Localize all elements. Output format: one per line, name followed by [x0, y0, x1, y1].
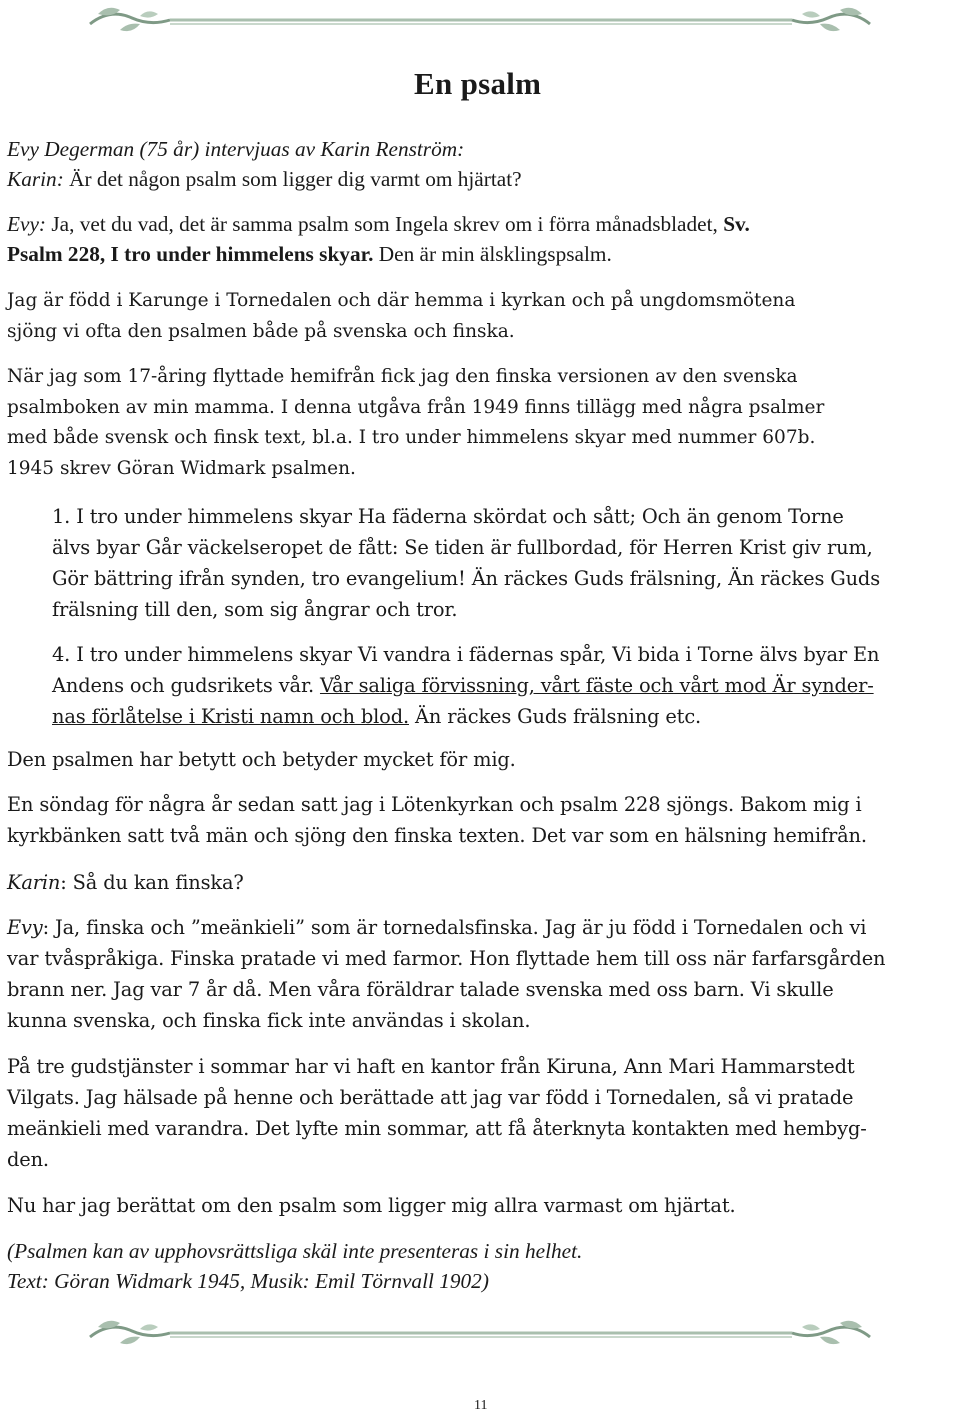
question-text: : Så du kan finska? — [60, 871, 244, 894]
verse-line: älvs byar Går väckelseropet de fått: Se tiden är fullbordad, för Herren Krist giv rum, — [52, 536, 873, 559]
page-number: 11 — [474, 1398, 488, 1413]
answer-text-2: Den är min älsklingspsalm. — [373, 242, 612, 266]
answer-line: kunna svenska, och finska fick inte användas i skolan. — [7, 1009, 531, 1032]
text-line: sjöng vi ofta den psalmen både på svenska och finska. — [7, 320, 515, 342]
karin-question — [7, 867, 959, 898]
paragraph-closing — [7, 1190, 959, 1221]
vine-ornament-bottom-icon — [80, 1315, 880, 1351]
speaker-evy: Evy — [7, 916, 43, 939]
text-line: 1945 skrev Göran Widmark psalmen. — [7, 457, 356, 479]
verse-1 — [52, 501, 960, 625]
answer-line: brann ner. Jag var 7 år då. Men våra föräldrar talade svenska med oss barn. Vi skulle — [7, 978, 834, 1001]
intro-question: Är det någon psalm som ligger dig varmt om hjärtat? — [63, 167, 522, 191]
interview-intro — [7, 134, 959, 194]
verse-line-plain: Andens och gudsrikets vår. — [52, 674, 320, 697]
text-line: psalmboken av min mamma. I denna utgåva från 1949 finns tillägg med några psalmer — [7, 396, 825, 418]
text-line: meänkieli med varandra. Det lyfte min sommar, att få återknyta kontakten med hembyg- — [7, 1117, 867, 1140]
verse-line: 1. I tro under himmelens skyar Ha fäderna skördat och sått; Och än genom Torne — [52, 505, 844, 528]
answer-bold-2: Psalm 228, I tro under himmelens skyar. — [7, 242, 374, 266]
answer-line: : Ja, finska och ”meänkieli” som är tornedalsfinska. Jag är ju född i Tornedalen och vi — [42, 916, 867, 939]
answer-line: var tvåspråkiga. Finska pratade vi med farmor. Hon flyttade hem till oss när farfarsgården — [7, 947, 886, 970]
note-line: Text: Göran Widmark 1945, Musik: Emil Törnvall 1902) — [7, 1269, 489, 1293]
text-line: den. — [7, 1148, 49, 1171]
text-line: Vilgats. Jag hälsade på henne och berättade att jag var född i Tornedalen, så vi pratade — [7, 1086, 854, 1109]
text-line: med både svensk och finsk text, bl.a. I tro under himmelens skyar med nummer 607b. — [7, 427, 816, 448]
verse-line: frälsning till den, som sig ångrar och tror. — [52, 598, 458, 621]
verse-line-plain: Än räckes Guds frälsning etc. — [408, 705, 702, 728]
paragraph-birthplace — [7, 286, 959, 347]
paragraph-cantor — [7, 1051, 959, 1175]
evy-second-answer — [7, 912, 959, 1036]
verse-line: 4. I tro under himmelens skyar Vi vandra i fädernas spår, Vi bida i Torne älvs byar En — [52, 643, 880, 666]
verse-line: Gör bättring ifrån synden, tro evangelium! Än räckes Guds frälsning, Än räckes Guds — [52, 567, 880, 590]
paragraph-meaning — [7, 744, 959, 775]
speaker-karin: Karin: — [7, 167, 64, 191]
paragraph-psalmbook — [7, 362, 959, 484]
text-line: När jag som 17-åring flyttade hemifrån fick jag den finska versionen av den svenska — [7, 366, 798, 387]
verse-line-underlined: nas förlåtelse i Kristi namn och blod. — [52, 705, 409, 728]
vine-ornament-top-icon — [80, 2, 880, 38]
verse-line-underlined: Vår saliga förvissning, vårt fäste och vårt mod Är synder- — [319, 674, 874, 697]
speaker-karin: Karin — [7, 871, 61, 894]
intro-line: Evy Degerman (75 år) intervjuas av Karin Renström: — [7, 137, 465, 161]
copyright-note — [7, 1236, 959, 1296]
text-line: Jag är född i Karunge i Tornedalen och där hemma i kyrkan och på ungdomsmötena — [7, 290, 796, 311]
paragraph-sunday — [7, 789, 959, 851]
verse-4 — [52, 639, 960, 732]
answer-bold-1: Sv. — [723, 212, 750, 236]
answer-text-1: Ja, vet du vad, det är samma psalm som Ingela skrev om i förra månadsbladet, — [46, 212, 724, 236]
speaker-evy: Evy: — [7, 212, 47, 236]
text-line: kyrkbänken satt två män och sjöng den finska texten. Det var som en hälsning hemifrån. — [7, 824, 867, 847]
page-title: En psalm — [414, 66, 542, 101]
note-line: (Psalmen kan av upphovsrättsliga skäl inte presenteras i sin helhet. — [7, 1239, 583, 1263]
text-line: Nu har jag berättat om den psalm som ligger mig allra varmast om hjärtat. — [7, 1194, 736, 1217]
evy-first-answer — [7, 209, 959, 269]
text-line: Den psalmen har betytt och betyder mycket för mig. — [7, 748, 516, 771]
text-line: På tre gudstjänster i sommar har vi haft en kantor från Kiruna, Ann Mari Hammarstedt — [7, 1055, 855, 1078]
text-line: En söndag för några år sedan satt jag i Lötenkyrkan och psalm 228 sjöngs. Bakom mig i — [7, 793, 862, 816]
